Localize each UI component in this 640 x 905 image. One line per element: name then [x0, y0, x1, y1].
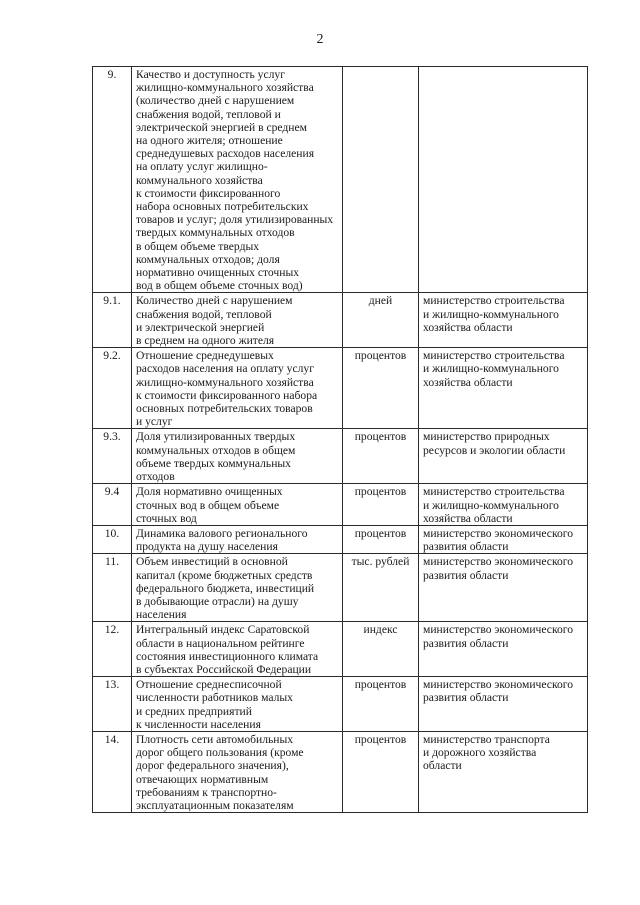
- indicator-name-line: Плотность сети автомобильных: [136, 732, 294, 746]
- indicator-name-line: объеме твердых коммунальных: [136, 456, 291, 470]
- indicator-name: [132, 554, 343, 622]
- indicator-name-line: в общем объеме твердых: [136, 239, 260, 253]
- row-number: 11.: [93, 554, 132, 622]
- indicator-name-line: в среднем на одного жителя: [136, 334, 275, 348]
- responsible-body: [419, 622, 588, 677]
- row-number: 9.: [93, 67, 132, 293]
- indicator-name-line: на оплату услуг жилищно-: [136, 160, 268, 174]
- indicator-name: [132, 484, 343, 526]
- unit-of-measure: процентов: [343, 677, 419, 732]
- responsible-body-line: министерство строительства: [423, 349, 565, 363]
- table-row: [93, 622, 588, 677]
- indicator-name-line: жилищно-коммунального хозяйства: [136, 375, 314, 389]
- indicator-name-line: жилищно-коммунального хозяйства: [136, 81, 314, 95]
- indicator-name-line: электрической энергией в среднем: [136, 120, 307, 134]
- unit-of-measure: дней: [343, 293, 419, 348]
- indicator-name-line: капитал (кроме бюджетных средств: [136, 568, 313, 582]
- indicator-name: [132, 67, 343, 293]
- indicator-name-line: (количество дней с нарушением: [136, 94, 295, 108]
- indicator-name-line: Качество и доступность услуг: [136, 68, 285, 81]
- responsible-body-line: хозяйства области: [423, 375, 513, 389]
- indicator-name-line: Интегральный индекс Саратовской: [136, 623, 310, 637]
- responsible-body-line: развития области: [423, 568, 509, 582]
- indicator-name-line: Количество дней с нарушением: [136, 294, 293, 308]
- indicator-name-line: Доля утилизированных твердых: [136, 430, 296, 444]
- indicator-name-line: Объем инвестиций в основной: [136, 555, 288, 569]
- unit-of-measure: процентов: [343, 348, 419, 429]
- responsible-body-line: и жилищно-коммунального: [423, 307, 559, 321]
- responsible-body: [419, 67, 588, 293]
- row-number: 10.: [93, 525, 132, 553]
- indicator-name-line: в субъектах Российской Федерации: [136, 662, 312, 676]
- responsible-body: [419, 484, 588, 526]
- indicator-name-line: дорог общего пользования (кроме: [136, 746, 304, 760]
- table-row: [93, 348, 588, 429]
- row-number: 13.: [93, 677, 132, 732]
- indicator-name-line: населения: [136, 608, 187, 622]
- indicator-name: [132, 731, 343, 812]
- table-row: [93, 731, 588, 812]
- indicator-name: [132, 677, 343, 732]
- unit-of-measure: [343, 67, 419, 293]
- table-row: [93, 429, 588, 484]
- indicator-name-line: нормативно очищенных сточных: [136, 266, 300, 280]
- responsible-body-line: хозяйства области: [423, 511, 513, 525]
- unit-of-measure: тыс. рублей: [343, 554, 419, 622]
- responsible-body-line: развития области: [423, 691, 509, 705]
- indicator-name-line: Отношение среднедушевых: [136, 349, 274, 363]
- indicator-name-line: области в национальном рейтинге: [136, 636, 305, 650]
- indicator-name-line: и электрической энергией: [136, 320, 265, 334]
- indicator-name-line: требованиям к транспортно-: [136, 785, 277, 799]
- table-row: [93, 484, 588, 526]
- indicator-name-line: федерального бюджета, инвестиций: [136, 581, 315, 595]
- indicator-name: [132, 348, 343, 429]
- row-number: 9.4: [93, 484, 132, 526]
- responsible-body: [419, 429, 588, 484]
- indicator-name-line: вод в общем объеме сточных вод): [136, 279, 303, 293]
- responsible-body: [419, 731, 588, 812]
- responsible-body-line: министерство транспорта: [423, 732, 550, 746]
- indicator-name: [132, 525, 343, 553]
- responsible-body: [419, 554, 588, 622]
- indicator-name-line: и средних предприятий: [136, 704, 252, 718]
- table-row: [93, 677, 588, 732]
- indicators-table-body: [93, 67, 588, 813]
- responsible-body-line: министерство экономического: [423, 623, 574, 637]
- indicator-name-line: основных потребительских товаров: [136, 402, 313, 416]
- unit-of-measure: процентов: [343, 525, 419, 553]
- indicator-name-line: коммунального хозяйства: [136, 173, 263, 187]
- indicator-name-line: и услуг: [136, 415, 173, 429]
- row-number: 9.2.: [93, 348, 132, 429]
- indicator-name-line: на одного жителя; отношение: [136, 134, 283, 148]
- row-number: 12.: [93, 622, 132, 677]
- responsible-body-line: и дорожного хозяйства: [423, 746, 537, 760]
- table-row: [93, 554, 588, 622]
- indicator-name: [132, 429, 343, 484]
- responsible-body: [419, 677, 588, 732]
- responsible-body-line: и жилищно-коммунального: [423, 498, 559, 512]
- indicator-name-line: сточных вод в общем объеме: [136, 498, 280, 512]
- unit-of-measure: процентов: [343, 731, 419, 812]
- responsible-body-line: развития области: [423, 540, 509, 554]
- table-row: [93, 525, 588, 553]
- indicator-name-line: к численности населения: [136, 717, 261, 731]
- responsible-body: [419, 348, 588, 429]
- indicator-name-line: среднедушевых расходов населения: [136, 147, 315, 161]
- indicator-name-line: снабжения водой, тепловой: [136, 307, 272, 321]
- unit-of-measure: индекс: [343, 622, 419, 677]
- indicator-name-line: набора основных потребительских: [136, 200, 309, 214]
- indicator-name-line: коммунальных отходов в общем: [136, 443, 296, 457]
- table-row: [93, 293, 588, 348]
- responsible-body-line: министерство экономического: [423, 678, 574, 692]
- indicator-name-line: коммунальных отходов; доля: [136, 252, 280, 266]
- indicator-name-line: Доля нормативно очищенных: [136, 485, 283, 499]
- indicator-name-line: расходов населения на оплату услуг: [136, 362, 314, 376]
- responsible-body-line: министерство экономического: [423, 555, 574, 569]
- row-number: 14.: [93, 731, 132, 812]
- table-row: [93, 67, 588, 293]
- indicator-name-line: отвечающих нормативным: [136, 772, 269, 786]
- indicator-name-line: численности работников малых: [136, 691, 293, 705]
- responsible-body-line: министерство строительства: [423, 485, 565, 499]
- indicator-name: [132, 293, 343, 348]
- indicator-name: [132, 622, 343, 677]
- indicator-name-line: отходов: [136, 470, 175, 484]
- responsible-body-line: и жилищно-коммунального: [423, 362, 559, 376]
- responsible-body-line: развития области: [423, 636, 509, 650]
- indicator-name-line: состояния инвестиционного климата: [136, 649, 319, 663]
- indicator-name-line: Отношение среднесписочной: [136, 678, 282, 692]
- responsible-body-line: области: [423, 759, 462, 773]
- responsible-body-line: министерство экономического: [423, 526, 574, 540]
- row-number: 9.1.: [93, 293, 132, 348]
- responsible-body-line: хозяйства области: [423, 320, 513, 334]
- responsible-body-line: министерство строительства: [423, 294, 565, 308]
- unit-of-measure: процентов: [343, 429, 419, 484]
- indicator-name-line: снабжения водой, тепловой и: [136, 107, 281, 121]
- indicator-name-line: в добывающие отрасли) на душу: [136, 594, 299, 608]
- indicator-name-line: к стоимости фиксированного набора: [136, 388, 318, 402]
- indicators-table: [92, 66, 588, 813]
- indicator-name-line: продукта на душу населения: [136, 540, 278, 554]
- responsible-body-line: министерство природных: [423, 430, 550, 444]
- indicator-name-line: к стоимости фиксированного: [136, 186, 281, 200]
- page-number: 2: [316, 32, 324, 47]
- indicator-name-line: сточных вод: [136, 511, 197, 525]
- indicator-name-line: Динамика валового регионального: [136, 526, 308, 540]
- responsible-body-line: ресурсов и экологии области: [423, 443, 566, 457]
- indicator-name-line: товаров и услуг; доля утилизированных: [136, 213, 334, 227]
- indicator-name-line: дорог федерального значения),: [136, 759, 289, 773]
- indicator-name-line: эксплуатационным показателям: [136, 798, 294, 812]
- responsible-body: [419, 293, 588, 348]
- indicator-name-line: твердых коммунальных отходов: [136, 226, 295, 240]
- unit-of-measure: процентов: [343, 484, 419, 526]
- responsible-body: [419, 525, 588, 553]
- row-number: 9.3.: [93, 429, 132, 484]
